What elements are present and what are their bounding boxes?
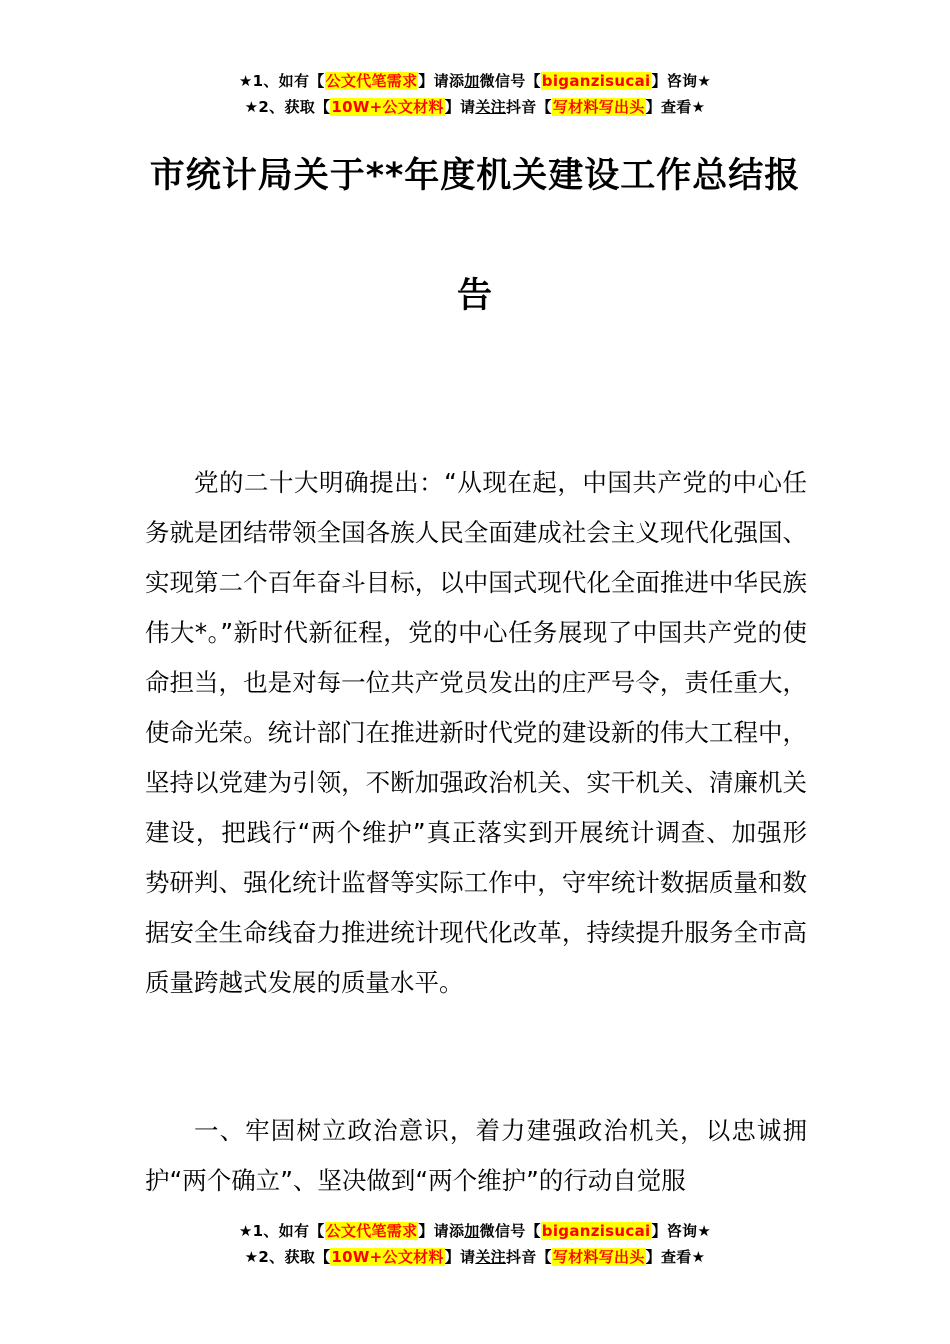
promo-text: 】查看★ — [645, 1248, 706, 1266]
promo-text: 】咨询★ — [651, 72, 712, 90]
promo-wechat-id: biganzisucai — [541, 72, 651, 90]
promo-line-1 — [0, 1218, 950, 1244]
body-paragraph-1: 党的二十大明确提出：“从现在起，中国共产党的中心任务就是团结带领全国各族人民全面建成社会主义现代化强国、实现第二个百年奋斗目标，以中国式现代化全面推进中华民族伟大*。”新时代新征程，党的中心任务展现了中国共产党的使命担当，也是对每一位共产党员发出的庄严号令，责任重大，使命光荣。统计部门在推进新时代党的建设新的伟大工程中，坚持以党建为引领，不断加强政治机关、实干机关、清廉机关建设，把践行“两个维护”真正落实到开展统计调查、加强形势研判、强化统计监督等实际工作中，守牢统计数据质量和数据安全生命线奋力推进统计现代化改革，持续提升服务全市高质量跨越式发展的质量水平。 — [145, 468, 807, 997]
promo-text: 抖音【 — [505, 98, 552, 116]
promo-highlight: 公文代笔需求 — [325, 72, 418, 90]
document-title-line-2: 告 — [456, 276, 493, 316]
promo-text: 】请添 — [418, 1222, 465, 1240]
promo-text: ★1、如有【 — [238, 72, 325, 90]
promo-text: 】请 — [444, 1248, 476, 1266]
promo-text: 抖音【 — [505, 1248, 552, 1266]
promo-underline: 关注 — [475, 1248, 506, 1266]
promo-highlight: 10W+公文材料 — [331, 1248, 444, 1266]
promo-text: ★2、获取【 — [244, 1248, 331, 1266]
promo-highlight: 10W+公文材料 — [331, 98, 444, 116]
promo-highlight: 公文代笔需求 — [325, 1222, 418, 1240]
promo-underline: 加 — [464, 1222, 480, 1240]
promo-line-1 — [0, 68, 950, 94]
promo-underline: 加 — [464, 72, 480, 90]
promo-text: 】查看★ — [645, 98, 706, 116]
promo-text: 】请添 — [418, 72, 465, 90]
promo-douyin-id: 写材料写出头 — [552, 98, 645, 116]
promo-text: 】请 — [444, 98, 476, 116]
promo-text: 微信号【 — [479, 1222, 541, 1240]
promo-text: ★2、获取【 — [244, 98, 331, 116]
promo-wechat-id: biganzisucai — [541, 1222, 651, 1240]
promo-text: ★1、如有【 — [238, 1222, 325, 1240]
section-heading-paragraph: 一、牢固树立政治意识，着力建强政治机关，以忠诚拥护“两个确立”、坚决做到“两个维护”的行动自觉服 — [145, 1116, 807, 1195]
promo-line-2 — [0, 1244, 950, 1270]
promo-underline: 关注 — [475, 98, 506, 116]
promo-banner-top — [0, 68, 950, 120]
promo-banner-bottom — [0, 1218, 950, 1270]
promo-text: 】咨询★ — [651, 1222, 712, 1240]
document-title-line-1: 市统计局关于**年度机关建设工作总结报 — [149, 156, 801, 196]
promo-line-2 — [0, 94, 950, 120]
promo-text: 微信号【 — [479, 72, 541, 90]
promo-douyin-id: 写材料写出头 — [552, 1248, 645, 1266]
